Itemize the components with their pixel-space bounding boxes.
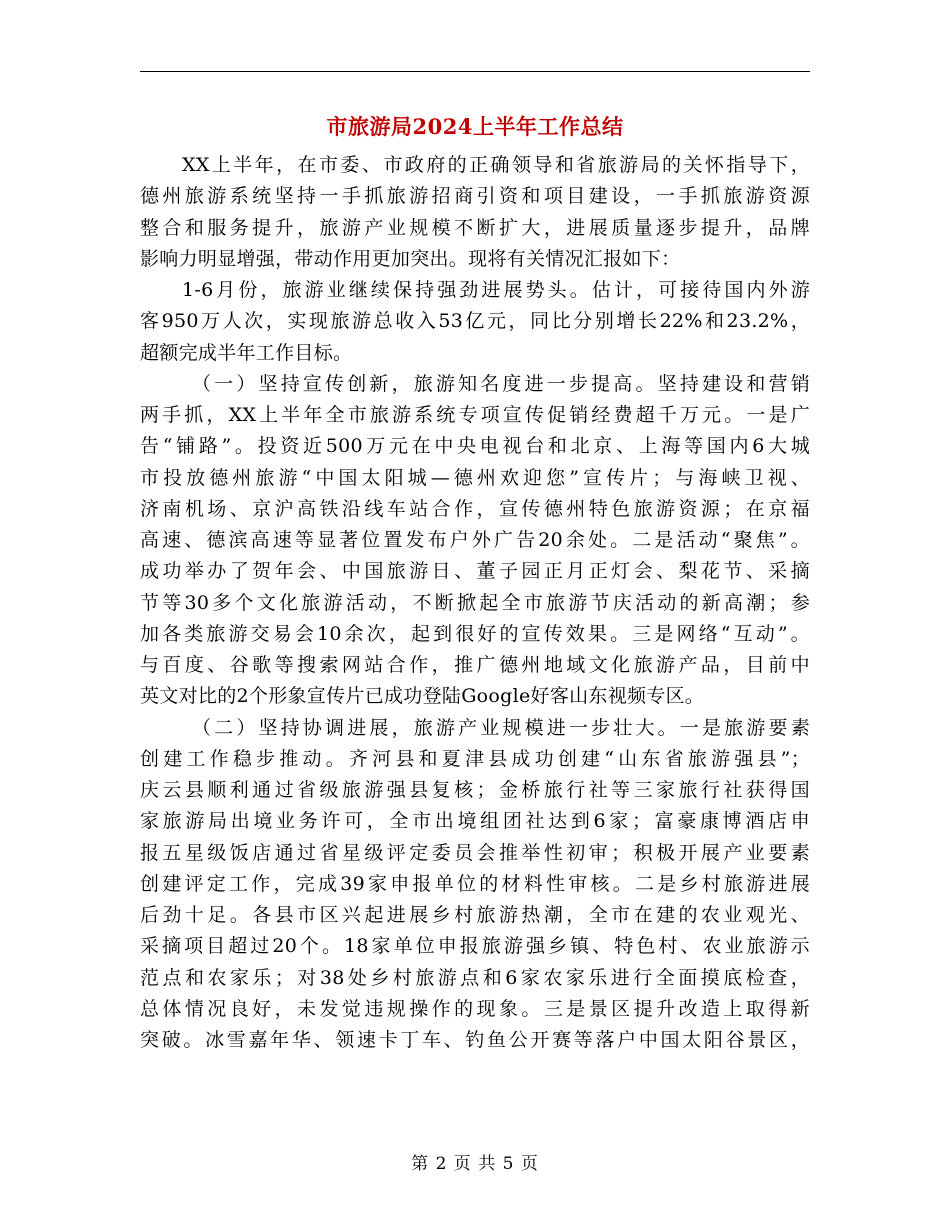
text-line: 后劲十足。各县市区兴起进展乡村旅游热潮，全市在建的农业观光、 [140,904,810,926]
text-line: 庆云县顺利通过省级旅游强县复核；金桥旅行社等三家旅行社获得国 [140,779,810,801]
document-body [140,150,810,1056]
text-line: 加各类旅游交易会10余次，起到很好的宣传效果。三是网络“互动”。 [140,622,810,645]
text-line: （二）坚持协调进展，旅游产业规模进一步壮大。一是旅游要素 [192,716,810,739]
text-line: 创建工作稳步推动。齐河县和夏津县成功创建“山东省旅游强县”； [140,747,810,770]
text-line: 家旅游局出境业务许可，全市出境组团社达到6家；富豪康博酒店申 [140,810,810,833]
text-line: 德州旅游系统坚持一手抓旅游招商引资和项目建设，一手抓旅游资源 [140,185,810,208]
text-line: （一）坚持宣传创新，旅游知名度进一步提高。坚持建设和营销 [192,372,810,395]
text-line: 告“铺路”。投资近500万元在中央电视台和北京、上海等国内6大城 [140,435,810,458]
text-line: 高速、德滨高速等显著位置发布户外广告20余处。二是活动“聚焦”。 [140,529,810,551]
text-line: 两手抓，XX上半年全市旅游系统专项宣传促销经费超千万元。一是广 [140,404,810,426]
page-number: 第 2 页 共 5 页 [411,1154,539,1174]
header-rule [140,71,810,72]
text-line: 报五星级饭店通过省星级评定委员会推举性初审；积极开展产业要素 [140,841,810,864]
text-line: 整合和服务提升，旅游产业规模不断扩大，进展质量逐步提升，品牌 [140,216,810,239]
text-line: 总体情况良好，未发觉违规操作的现象。三是景区提升改造上取得新 [140,997,810,1020]
text-line: 成功举办了贺年会、中国旅游日、董子园正月正灯会、梨花节、采摘 [140,560,810,583]
text-line: 客950万人次，实现旅游总收入53亿元，同比分别增长22%和23.2%， [140,310,810,333]
document-title: 市旅游局2024上半年工作总结 [326,114,624,139]
text-line: 采摘项目超过20个。18家单位申报旅游强乡镇、特色村、农业旅游示 [140,935,810,958]
text-line: 突破。冰雪嘉年华、领速卡丁车、钓鱼公开赛等落户中国太阳谷景区， [140,1029,810,1051]
text-line: 1-6月份，旅游业继续保持强劲进展势头。估计，可接待国内外游 [182,279,810,301]
text-line: 市投放德州旅游“中国太阳城—德州欢迎您”宣传片；与海峡卫视、 [140,466,810,489]
text-line: 创建评定工作，完成39家申报单位的材料性审核。二是乡村旅游进展 [140,872,810,895]
text-line: XX上半年，在市委、市政府的正确领导和省旅游局的关怀指导下， [182,154,810,176]
text-line: 影响力明显增强，带动作用更加突出。现将有关情况汇报如下： [140,247,681,270]
text-line: 与百度、谷歌等搜索网站合作，推广德州地域文化旅游产品，目前中 [140,654,810,676]
text-line: 英文对比的2个形象宣传片已成功登陆Google好客山东视频专区。 [140,685,705,708]
text-line: 济南机场、京沪高铁沿线车站合作，宣传德州特色旅游资源；在京福 [140,497,810,520]
text-line: 范点和农家乐；对38处乡村旅游点和6家农家乐进行全面摸底检查， [140,966,810,989]
text-line: 超额完成半年工作目标。 [140,341,353,364]
text-line: 节等30多个文化旅游活动，不断掀起全市旅游节庆活动的新高潮；参 [140,591,810,614]
